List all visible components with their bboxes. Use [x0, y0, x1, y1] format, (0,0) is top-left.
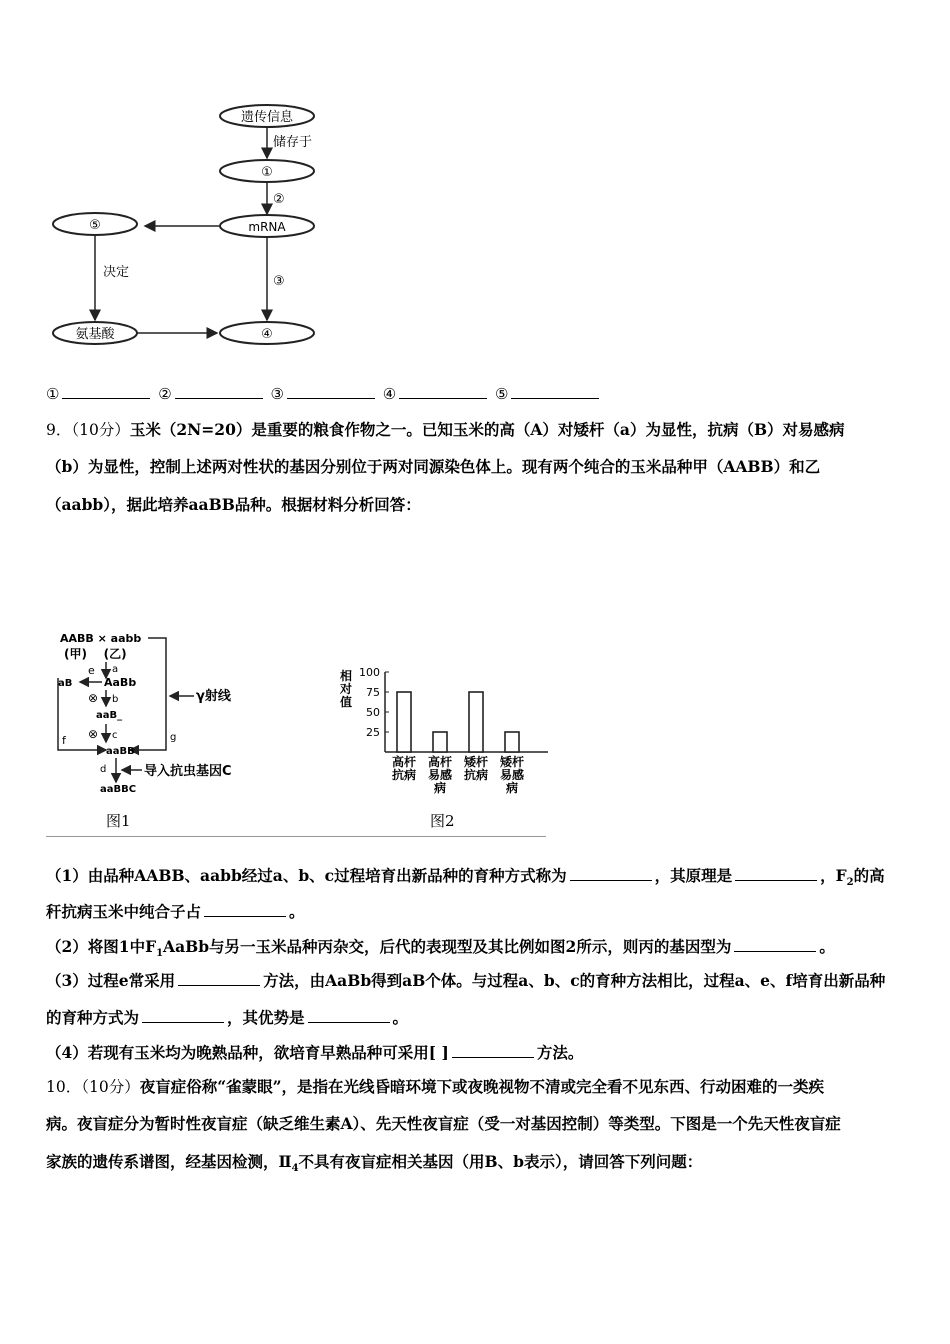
- q9-s2-sub: 1: [156, 948, 164, 960]
- q9-line3: （aabb），据此培养aaBB品种。根据材料分析回答：: [46, 495, 421, 514]
- q10-text-3b: 不具有夜盲症相关基因（用B、b表示），请回答下列问题：: [298, 1152, 703, 1171]
- chart-category-label: 矮杆: [463, 755, 489, 769]
- fig1-aabb2: aaBB: [106, 746, 135, 757]
- answer-1-label: ①: [46, 385, 60, 403]
- q9-s1-text-a: （1）由品种AABB、aabb经过a、b、c过程培育出新品种的育种方式称为: [46, 866, 567, 885]
- answer-3-label: ③: [270, 385, 284, 403]
- q10-line2: 病。夜盲症分为暂时性夜盲症（缺乏维生素A）、先天性夜盲症（受一对基因控制）等类型。下图是一个先天性夜盲症: [46, 1114, 841, 1133]
- q9-s2-text-b: AaBb与另一玉米品种丙杂交，后代的表现型及其比例如图2所示，则丙的基因型为: [163, 937, 732, 956]
- fig1-aab: aaB_: [96, 710, 123, 721]
- fig1-cross: AABB × aabb: [60, 632, 142, 645]
- q9-s2-text-c: 。: [819, 937, 835, 956]
- chart-bar: [433, 732, 447, 752]
- chart-ylabel-char: 相: [340, 669, 353, 683]
- q9-s3-text-c: 的育种方式为: [46, 1008, 140, 1027]
- fig1-otimes-1: ⊗: [88, 691, 99, 705]
- chart-ytick-label: 100: [359, 666, 380, 679]
- edge-store-label: 储存于: [273, 135, 313, 150]
- q9-line1: [46, 420, 845, 440]
- answer-4-blank[interactable]: [399, 384, 487, 399]
- fig1-aabbc: aaBBC: [100, 784, 137, 795]
- answer-1-blank[interactable]: [62, 384, 150, 399]
- q9-sub1-line2: [46, 902, 305, 922]
- fig1-e-label: e: [88, 664, 95, 677]
- chart-ylabel-char: 值: [340, 695, 353, 709]
- q9-s4-text-a: （4）若现有玉米均为晚熟品种，欲培育早熟品种可采用[ ]: [46, 1043, 449, 1062]
- edge-decide-label: 决定: [103, 265, 130, 280]
- q9-score: （10分）: [71, 421, 130, 439]
- chart-ytick-label: 25: [366, 726, 380, 739]
- chart-category-label: 易感: [427, 768, 453, 782]
- chart-category-label: 抗病: [391, 768, 417, 782]
- q10-text-1: 夜盲症俗称“雀蒙眼”，是指在光线昏暗环境下或夜晚视物不清或完全看不见东西、行动困难的一类疾: [139, 1077, 825, 1096]
- q9-s3-text-d: ，其优势是: [227, 1008, 305, 1027]
- answer-5-label: ⑤: [494, 385, 509, 403]
- fig1-parents: (甲) (乙): [64, 647, 127, 661]
- chart-ytick-label: 75: [366, 686, 380, 699]
- q9-s3-blank-advantage[interactable]: [308, 1008, 390, 1023]
- fig1-caption: 图1: [106, 812, 131, 830]
- q9-s1-text-d: 的高: [853, 866, 885, 885]
- fig1-f-label: f: [62, 734, 66, 747]
- fig1-ab-left: aB: [58, 678, 73, 689]
- q9-s1-text-c: ，F: [820, 866, 847, 885]
- chart-ylabel: [339, 668, 352, 709]
- q9-sub4: [46, 1043, 583, 1063]
- q9-sub3-line2: [46, 1008, 408, 1028]
- q10-number: 10．: [46, 1078, 82, 1096]
- chart-category-label: 病: [505, 781, 519, 795]
- answer-blanks-line: [46, 384, 602, 404]
- chart-ytick-label: 50: [366, 706, 380, 719]
- fig1-import: 导入抗虫基因C: [144, 764, 232, 779]
- q9-sub1-line1: [46, 866, 885, 893]
- q9-s4-blank[interactable]: [452, 1043, 534, 1058]
- q10-line3: [46, 1152, 702, 1179]
- figure1-breeding-scheme: [46, 628, 306, 833]
- q9-s3-text-a: （3）过程e常采用: [46, 971, 176, 990]
- q9-s1-text-b: ，其原理是: [654, 866, 733, 885]
- fig1-g-label: g: [170, 732, 177, 743]
- figure2-bar-chart: [330, 650, 560, 835]
- chart-bar: [469, 692, 483, 752]
- edge-2-label: ②: [273, 192, 285, 207]
- chart-ylabel-char: 对: [340, 682, 353, 696]
- q9-s1-blank-ratio[interactable]: [204, 902, 286, 917]
- node-amino-acid-label: 氨基酸: [75, 327, 115, 342]
- chart-category-label: 易感: [499, 768, 525, 782]
- chart-bar: [505, 732, 519, 752]
- q9-s3-blank-type[interactable]: [142, 1008, 224, 1023]
- fig1-otimes-2: ⊗: [88, 727, 99, 741]
- fig1-c-label: c: [112, 730, 118, 741]
- q10-sub: 4: [291, 1163, 299, 1175]
- q9-s3-text-e: 。: [392, 1008, 409, 1027]
- q10-text-3a: 家族的遗传系谱图，经基因检测，Ⅱ: [46, 1152, 292, 1171]
- q9-s1-sub: 2: [846, 877, 854, 889]
- q9-s2-text-a: （2）将图1中F: [46, 937, 157, 956]
- fig1-f1: AaBb: [104, 676, 137, 689]
- q9-text-1: 玉米（2N=20）是重要的粮食作物之一。已知玉米的高（A）对矮杆（a）为显性，抗病（B）对易感病: [129, 420, 845, 439]
- fig1-gamma: γ射线: [196, 689, 231, 704]
- gene-flow-diagram: [45, 100, 345, 355]
- q9-sub2: [46, 937, 835, 964]
- chart-category-label: 高杆: [391, 755, 417, 769]
- answer-4-label: ④: [382, 385, 397, 403]
- fig1-b-label: b: [112, 694, 119, 705]
- q9-s1-blank-principle[interactable]: [735, 866, 817, 881]
- q9-s2-blank[interactable]: [734, 937, 816, 952]
- q9-line2: （b）为显性，控制上述两对性状的基因分别位于两对同源染色体上。现有两个纯合的玉米品种甲（AABB）和乙: [46, 457, 821, 476]
- q10-line1: [46, 1077, 824, 1097]
- node-5-label: ⑤: [89, 218, 101, 233]
- chart-bar: [397, 692, 411, 752]
- q9-s3-text-b: 方法，由AaBb得到aB个体。与过程a、b、c的育种方法相比，过程a、e、f培育出新品种: [263, 971, 886, 990]
- node-genetic-info-label: 遗传信息: [240, 110, 294, 125]
- q9-s1-blank-method[interactable]: [570, 866, 652, 881]
- node-4-label: ④: [261, 327, 273, 342]
- figure-divider: [46, 836, 546, 837]
- q9-s4-text-b: 方法。: [536, 1043, 584, 1062]
- q9-number: 9．: [46, 421, 72, 439]
- q9-s1-text-e: 秆抗病玉米中纯合子占: [46, 902, 202, 921]
- edge-3-label: ③: [273, 274, 285, 289]
- chart-category-label: 抗病: [463, 768, 489, 782]
- node-mrna-label: mRNA: [248, 220, 286, 234]
- q9-s3-blank-method[interactable]: [178, 971, 260, 986]
- fig1-right-frame: [130, 638, 166, 750]
- chart-category-label: 病: [433, 781, 447, 795]
- answer-3-blank[interactable]: [287, 384, 375, 399]
- answer-5-blank[interactable]: [511, 384, 599, 399]
- chart-category-label: 高杆: [427, 755, 453, 769]
- q9-sub3-line1: [46, 971, 885, 991]
- answer-2-label: ②: [158, 385, 172, 403]
- q9-s1-text-f: 。: [289, 902, 305, 921]
- fig1-d-label: d: [100, 764, 107, 775]
- q10-score: （10分）: [81, 1078, 140, 1096]
- fig1-a-label: a: [112, 664, 119, 675]
- fig2-caption: 图2: [430, 812, 455, 830]
- answer-2-blank[interactable]: [175, 384, 263, 399]
- chart-category-label: 矮杆: [499, 755, 525, 769]
- node-1-label: ①: [261, 165, 273, 180]
